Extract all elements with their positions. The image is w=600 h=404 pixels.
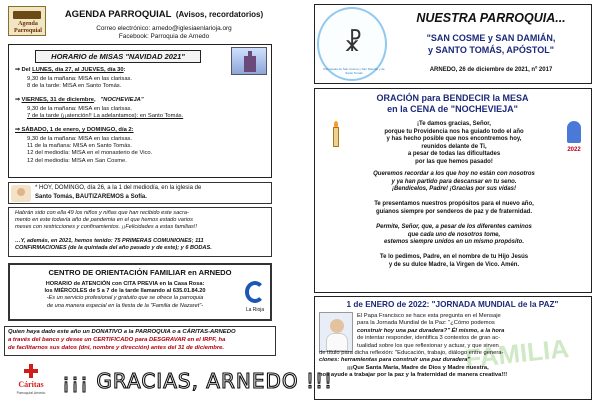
agenda-title-suffix: (Avisos, recordatorios) [175, 10, 264, 19]
prayer-line: Te presentamos nuestros propósitos para el nuevo año, [374, 201, 534, 207]
parish-seal [317, 7, 387, 81]
donation-line: Quien haya dado este año un DONATIVO a la PARROQUIA o a CÁRITAS-ARNEDO [8, 329, 236, 335]
family-center-line: HORARIO de ATENCIÓN con CITA PREVIA en la Casa Rosa: [45, 281, 205, 287]
prayer-line: ¡Bendícelos, Padre! ¡Gracias por sus vidas! [391, 186, 517, 193]
parish-header [52, 4, 276, 40]
peace-day-line: construir hoy una paz duradera?" Él mismo, a la hora [357, 327, 505, 334]
peace-day-line: de intentar responder, identifica 3 contextos de gran ac- [357, 335, 501, 342]
masthead-title: NUESTRA PARROQUIA... [416, 11, 566, 25]
caritas-cross-icon [24, 364, 38, 378]
caritas-sub: Parroquial Arnedo [16, 391, 46, 395]
book-icon [13, 11, 41, 19]
prayer-box [314, 88, 592, 293]
schedule-block-2-head: ⇒ VIERNES, 31 de diciembre, "NOCHEVIEJA" [15, 97, 144, 103]
prayer-line: guíanos siempre por senderos de paz y de fraternidad. [375, 208, 533, 215]
candle-image [323, 121, 349, 149]
family-center-line: -Es un servicio profesional y gratuito que se ofrece la parroquia [46, 295, 204, 302]
mass-schedule-title: HORARIO de MISAS "NAVIDAD 2021" [35, 50, 201, 63]
peace-day-line: ciones: herramientas para construir una paz duradera" [319, 357, 471, 364]
peace-day-title: 1 de ENERO de 2022: "JORNADA MUNDIAL de la PAZ" [346, 300, 559, 309]
baby-image [11, 185, 31, 202]
schedule-line: 9,30 de la mañana: MISA en las clarisas. [27, 76, 133, 82]
facebook-label: Facebook: [118, 33, 149, 40]
masthead-sub-2: y SANTO TOMÁS, APÓSTOL" [428, 45, 554, 55]
new-year-image [559, 121, 589, 161]
masthead-sub-1: "SAN COSME y SAN DAMIÁN, [426, 33, 556, 43]
sacraments-box [8, 207, 272, 257]
peace-day-line: nos ayude a trabajar por la paz y la fraternidad de manera creativa!!! [319, 372, 508, 379]
cof-logo [242, 281, 268, 317]
thanks-banner: ¡¡¡ GRACIAS, ARNEDO !!! [62, 369, 334, 393]
family-center-title: CENTRO DE ORIENTACIÓN FAMILIAR en ARNEDO [48, 268, 232, 277]
family-center-box [8, 263, 272, 321]
sacraments-stats: CONFIRMACIONES (de la quintada del año pasado y de este); y 6 BODAS. [15, 245, 212, 252]
email-link[interactable]: arnedo@iglesiaenlarioja.org [152, 25, 232, 32]
masthead-date: ARNEDO, 26 de diciembre de 2021, nº 2017 [429, 67, 553, 73]
facebook-link[interactable]: Parroquia de Arnedo [150, 33, 210, 40]
sacraments-stats: …Y, además, en 2021, hemos tenido: 75 PRIMERAS COMUNIONES; 111 [15, 238, 204, 244]
prayer-line: Permite, Señor, que, a pesar de los diferentes caminos [376, 224, 532, 230]
mass-schedule-box [8, 44, 272, 178]
schedule-line: 12 del mediodía: MISA en el monasterio de Vico. [27, 150, 153, 157]
schedule-line: 11 de la mañana: MISA en Santo Tomás. [27, 143, 132, 150]
prayer-line: y de su dulce Madre, la Virgen de Vico. Amén. [388, 261, 520, 268]
baptism-line-1: * HOY, DOMINGO, día 26, a la 1 del mediodía, en la iglesia de [35, 185, 202, 191]
prayer-line: que cada uno de nosotros tome, [407, 231, 501, 238]
sacraments-text: Habrán sido con ella 49 los niños y niñas que han recibido este sacra- [15, 210, 189, 216]
schedule-line: 7 de la tarde (¡¡atención!! La adelantamos): en Santo Tomás. [27, 113, 184, 120]
seal-text: Parroquias de San Cosme y San Damián y de Santo Tomás [323, 67, 385, 75]
baptism-box [8, 182, 272, 204]
watermark: FAMILIA [463, 333, 571, 374]
rocket-icon [567, 121, 581, 143]
family-center-line: de una manera especial en la fiesta de la "Familia de Nazaret"- [46, 302, 204, 309]
baby-icon [17, 188, 25, 196]
prayer-line: Queremos recordar a los que hoy no están con nosotros [373, 171, 535, 177]
prayer-title-1: ORACIÓN para BENDECIR la MESA [376, 93, 529, 103]
schedule-line: 9,30 de la mañana: MISA en las clarisas. [27, 136, 133, 142]
peace-day-line: para la Jornada Mundial de la Paz: "¿Cómo podemos [357, 320, 495, 327]
schedule-line: 8 de la tarde: MISA en Santo Tomás. [27, 83, 122, 90]
agenda-title: AGENDA PARROQUIAL [64, 9, 172, 20]
peace-day-box [314, 296, 592, 400]
family-center-line: los MIÉRCOLES de 5 a 7 de la tarde llamando al 635.01.84.20 [44, 288, 206, 295]
pope-icon [330, 319, 344, 333]
prayer-line: estemos siempre unidos en un mismo propósito. [383, 239, 525, 246]
prayer-line: a pesar de todas las dificultades [407, 151, 501, 158]
schedule-line: 9,30 de la mañana: MISA en las clarisas. [27, 106, 133, 112]
family-logo-icon [245, 281, 265, 303]
email-label: Correo electrónico: [96, 25, 151, 32]
church-icon [244, 56, 256, 72]
chi-rho-icon: ☧ [343, 29, 363, 57]
peace-day-line: de título para dicha reflexión: "Educación, trabajo, diálogo entre genera- [319, 350, 504, 356]
donation-line: de facilitarnos sus datos (dni, nombre y dirección) antes del 31 de diciembre. [8, 345, 225, 351]
donation-box [4, 326, 276, 356]
schedule-block-3-head: ⇒ SÁBADO, 1 de enero, y DOMINGO, día 2: [15, 127, 134, 133]
prayer-line: por las que hemos pasado! [415, 158, 493, 165]
new-year-note: 2022 [567, 147, 581, 153]
agenda-logo [8, 6, 46, 36]
schedule-line: 12 del mediodía: MISA en San Cosme. [27, 157, 127, 164]
baptism-line-2: Santo Tomás, BAUTIZAREMOS a Sofía. [35, 194, 147, 200]
church-image [231, 47, 267, 75]
caritas-name: Cáritas [18, 380, 44, 389]
pope-image [319, 312, 353, 352]
peace-day-line: El Papa Francisco se hace esta pregunta en el Mensaje [357, 313, 501, 319]
prayer-line: ¡Te damos gracias, Señor, [417, 121, 491, 127]
prayer-line: y ya han partido para descansar en tu seno. [391, 178, 517, 185]
donation-line: a través del banco y desee un CERTIFICADO para DESGRAVAR en el IRPF, ha [8, 337, 226, 343]
agenda-logo-text: Agenda Parroquial [14, 21, 42, 34]
peace-day-line: ¡¡¡Que Santa María, Madre de Dios y Madre nuestra, [347, 364, 489, 371]
prayer-line: porque tu Providencia nos ha guiado todo el año [384, 128, 524, 135]
prayer-line: reunidos delante de Ti, [421, 143, 487, 150]
peace-day-line: tualidad sobre los que reflexionar y actuar, y que sirven [357, 342, 499, 349]
masthead [314, 4, 592, 84]
caritas-logo [10, 362, 52, 400]
schedule-block-1-head: ⇒ Del LUNES, día 27, al JUEVES, día 30: [15, 67, 126, 73]
sacraments-text: meses con restricciones y confinamientos. ¡¡Felicidades a estas familias!! [15, 224, 197, 231]
prayer-title-2: en la CENA de "NOCHEVIEJA" [387, 104, 518, 114]
candle-icon [333, 127, 339, 147]
sacraments-text: mento en este todavía año de pandemia en el que hemos estado varios [15, 217, 193, 224]
cof-logo-text: La Rioja [245, 307, 265, 313]
prayer-line: y has hecho posible que nos encontremos hoy, [386, 136, 522, 143]
prayer-line: Te lo pedimos, Padre, en el nombre de tu Hijo Jesús [379, 254, 529, 260]
